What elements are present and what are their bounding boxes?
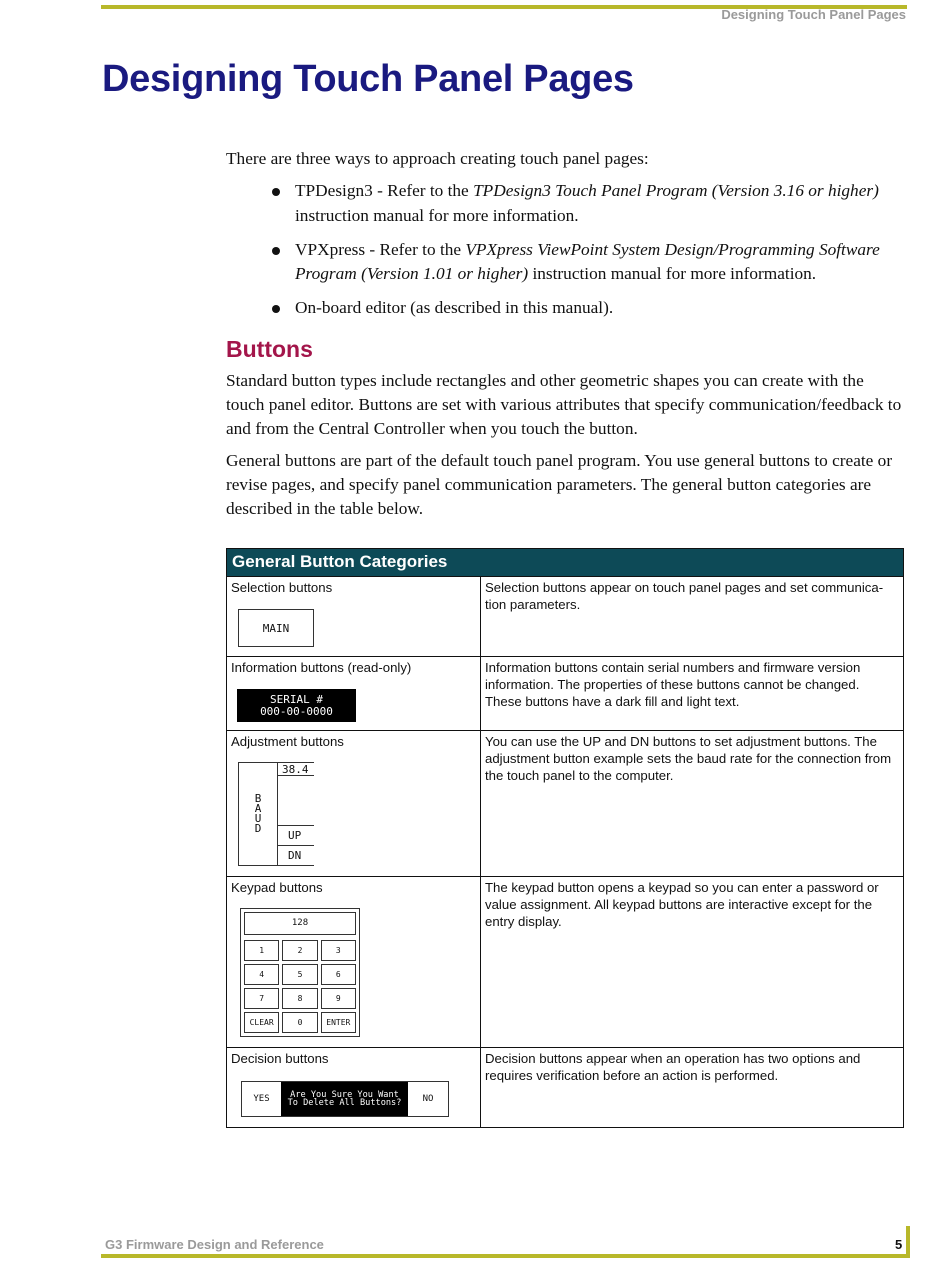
keypad-key: 5 bbox=[282, 964, 317, 985]
buttons-paragraph-2: General buttons are part of the default touch panel program. You use general buttons to create or revise pages, and specify panel communication parameters. The general button categories are described in the table below. bbox=[226, 450, 893, 519]
keypad-key: 6 bbox=[321, 964, 356, 985]
table-row bbox=[227, 731, 904, 877]
bullet-icon bbox=[272, 247, 280, 255]
footer-rule bbox=[101, 1254, 910, 1258]
example-serial-button: SERIAL # 000-00-0000 bbox=[237, 689, 356, 722]
example-main-button: MAIN bbox=[238, 609, 314, 647]
bullet-icon bbox=[272, 188, 280, 196]
keypad-display: 128 bbox=[244, 912, 356, 935]
keypad-key: 8 bbox=[282, 988, 317, 1009]
list-item: On-board editor (as described in this manual). bbox=[226, 296, 906, 320]
confirm-question: Are You Sure You Want To Delete All Buttons? bbox=[281, 1082, 408, 1116]
category-cell bbox=[227, 877, 481, 1048]
keypad-key: 9 bbox=[321, 988, 356, 1009]
table-row bbox=[227, 657, 904, 731]
approach-list bbox=[226, 179, 906, 320]
keypad-key: CLEAR bbox=[244, 1012, 279, 1033]
list-item: TPDesign3 - Refer to the TPDesign3 Touch Panel Program (Version 3.16 or higher) instruction manual for more information. bbox=[226, 179, 906, 228]
category-name: Selection buttons bbox=[231, 580, 333, 595]
dn-button: DN bbox=[278, 845, 314, 866]
up-button: UP bbox=[278, 825, 314, 845]
page-title: Designing Touch Panel Pages bbox=[102, 58, 634, 100]
category-name: Adjustment buttons bbox=[231, 734, 344, 749]
description-cell: Selection buttons appear on touch panel pages and set communica-tion parameters. bbox=[481, 577, 904, 657]
category-cell bbox=[227, 657, 481, 731]
no-button: NO bbox=[422, 1093, 434, 1104]
category-cell bbox=[227, 1048, 481, 1128]
baud-label: B A U D bbox=[238, 762, 278, 866]
footer-tick bbox=[906, 1226, 910, 1256]
table-row bbox=[227, 877, 904, 1048]
buttons-paragraph-1: Standard button types include rectangles and other geometric shapes you can create with the touch panel editor. Buttons are set with various attributes that specify communication/feedback to and from the Central Controller when you touch the button. bbox=[226, 370, 902, 439]
description-cell: Information buttons contain serial numbers and firmware version information. The properties of these buttons cannot be changed. These buttons have a dark fill and light text. bbox=[481, 657, 904, 731]
category-name: Keypad buttons bbox=[231, 880, 323, 895]
table-header: General Button Categories bbox=[227, 549, 904, 577]
bullet-icon bbox=[272, 305, 280, 313]
running-header: Designing Touch Panel Pages bbox=[721, 7, 906, 22]
footer-doc-title: G3 Firmware Design and Reference bbox=[105, 1237, 324, 1252]
keypad-key: 0 bbox=[282, 1012, 317, 1033]
intro-paragraph: There are three ways to approach creating touch panel pages: bbox=[226, 149, 649, 168]
example-keypad bbox=[240, 908, 360, 1037]
description-cell: Decision buttons appear when an operation has two options and requires verification before an action is performed. bbox=[481, 1048, 904, 1128]
keypad-key: 2 bbox=[282, 940, 317, 961]
button-categories-table bbox=[226, 548, 904, 1128]
keypad-key: 1 bbox=[244, 940, 279, 961]
category-cell bbox=[227, 577, 481, 657]
keypad-key: 3 bbox=[321, 940, 356, 961]
table-row bbox=[227, 1048, 904, 1128]
description-cell: The keypad button opens a keypad so you can enter a password or value assignment. All keypad buttons are interactive except for the entry display. bbox=[481, 877, 904, 1048]
main-content bbox=[226, 147, 906, 529]
keypad-key: 7 bbox=[244, 988, 279, 1009]
page-number: 5 bbox=[895, 1237, 903, 1252]
keypad-grid bbox=[243, 940, 357, 1034]
keypad-key: 4 bbox=[244, 964, 279, 985]
description-cell: You can use the UP and DN buttons to set adjustment buttons. The adjustment button example sets the baud rate for the connection from the touch panel to the computer. bbox=[481, 731, 904, 877]
yes-button: YES bbox=[253, 1093, 270, 1104]
example-baud-adjuster bbox=[238, 762, 315, 866]
baud-value: 38.4 bbox=[278, 762, 314, 776]
section-heading-buttons: Buttons bbox=[226, 335, 313, 362]
list-item: VPXpress - Refer to the VPXpress ViewPoint System Design/Programming Software Program (Version 1.01 or higher) instruction manual for more information. bbox=[226, 238, 906, 287]
category-name: Information buttons (read-only) bbox=[231, 660, 412, 675]
category-name: Decision buttons bbox=[231, 1051, 329, 1066]
keypad-key: ENTER bbox=[321, 1012, 356, 1033]
category-cell bbox=[227, 731, 481, 877]
table-row bbox=[227, 577, 904, 657]
example-decision-buttons bbox=[241, 1081, 449, 1117]
